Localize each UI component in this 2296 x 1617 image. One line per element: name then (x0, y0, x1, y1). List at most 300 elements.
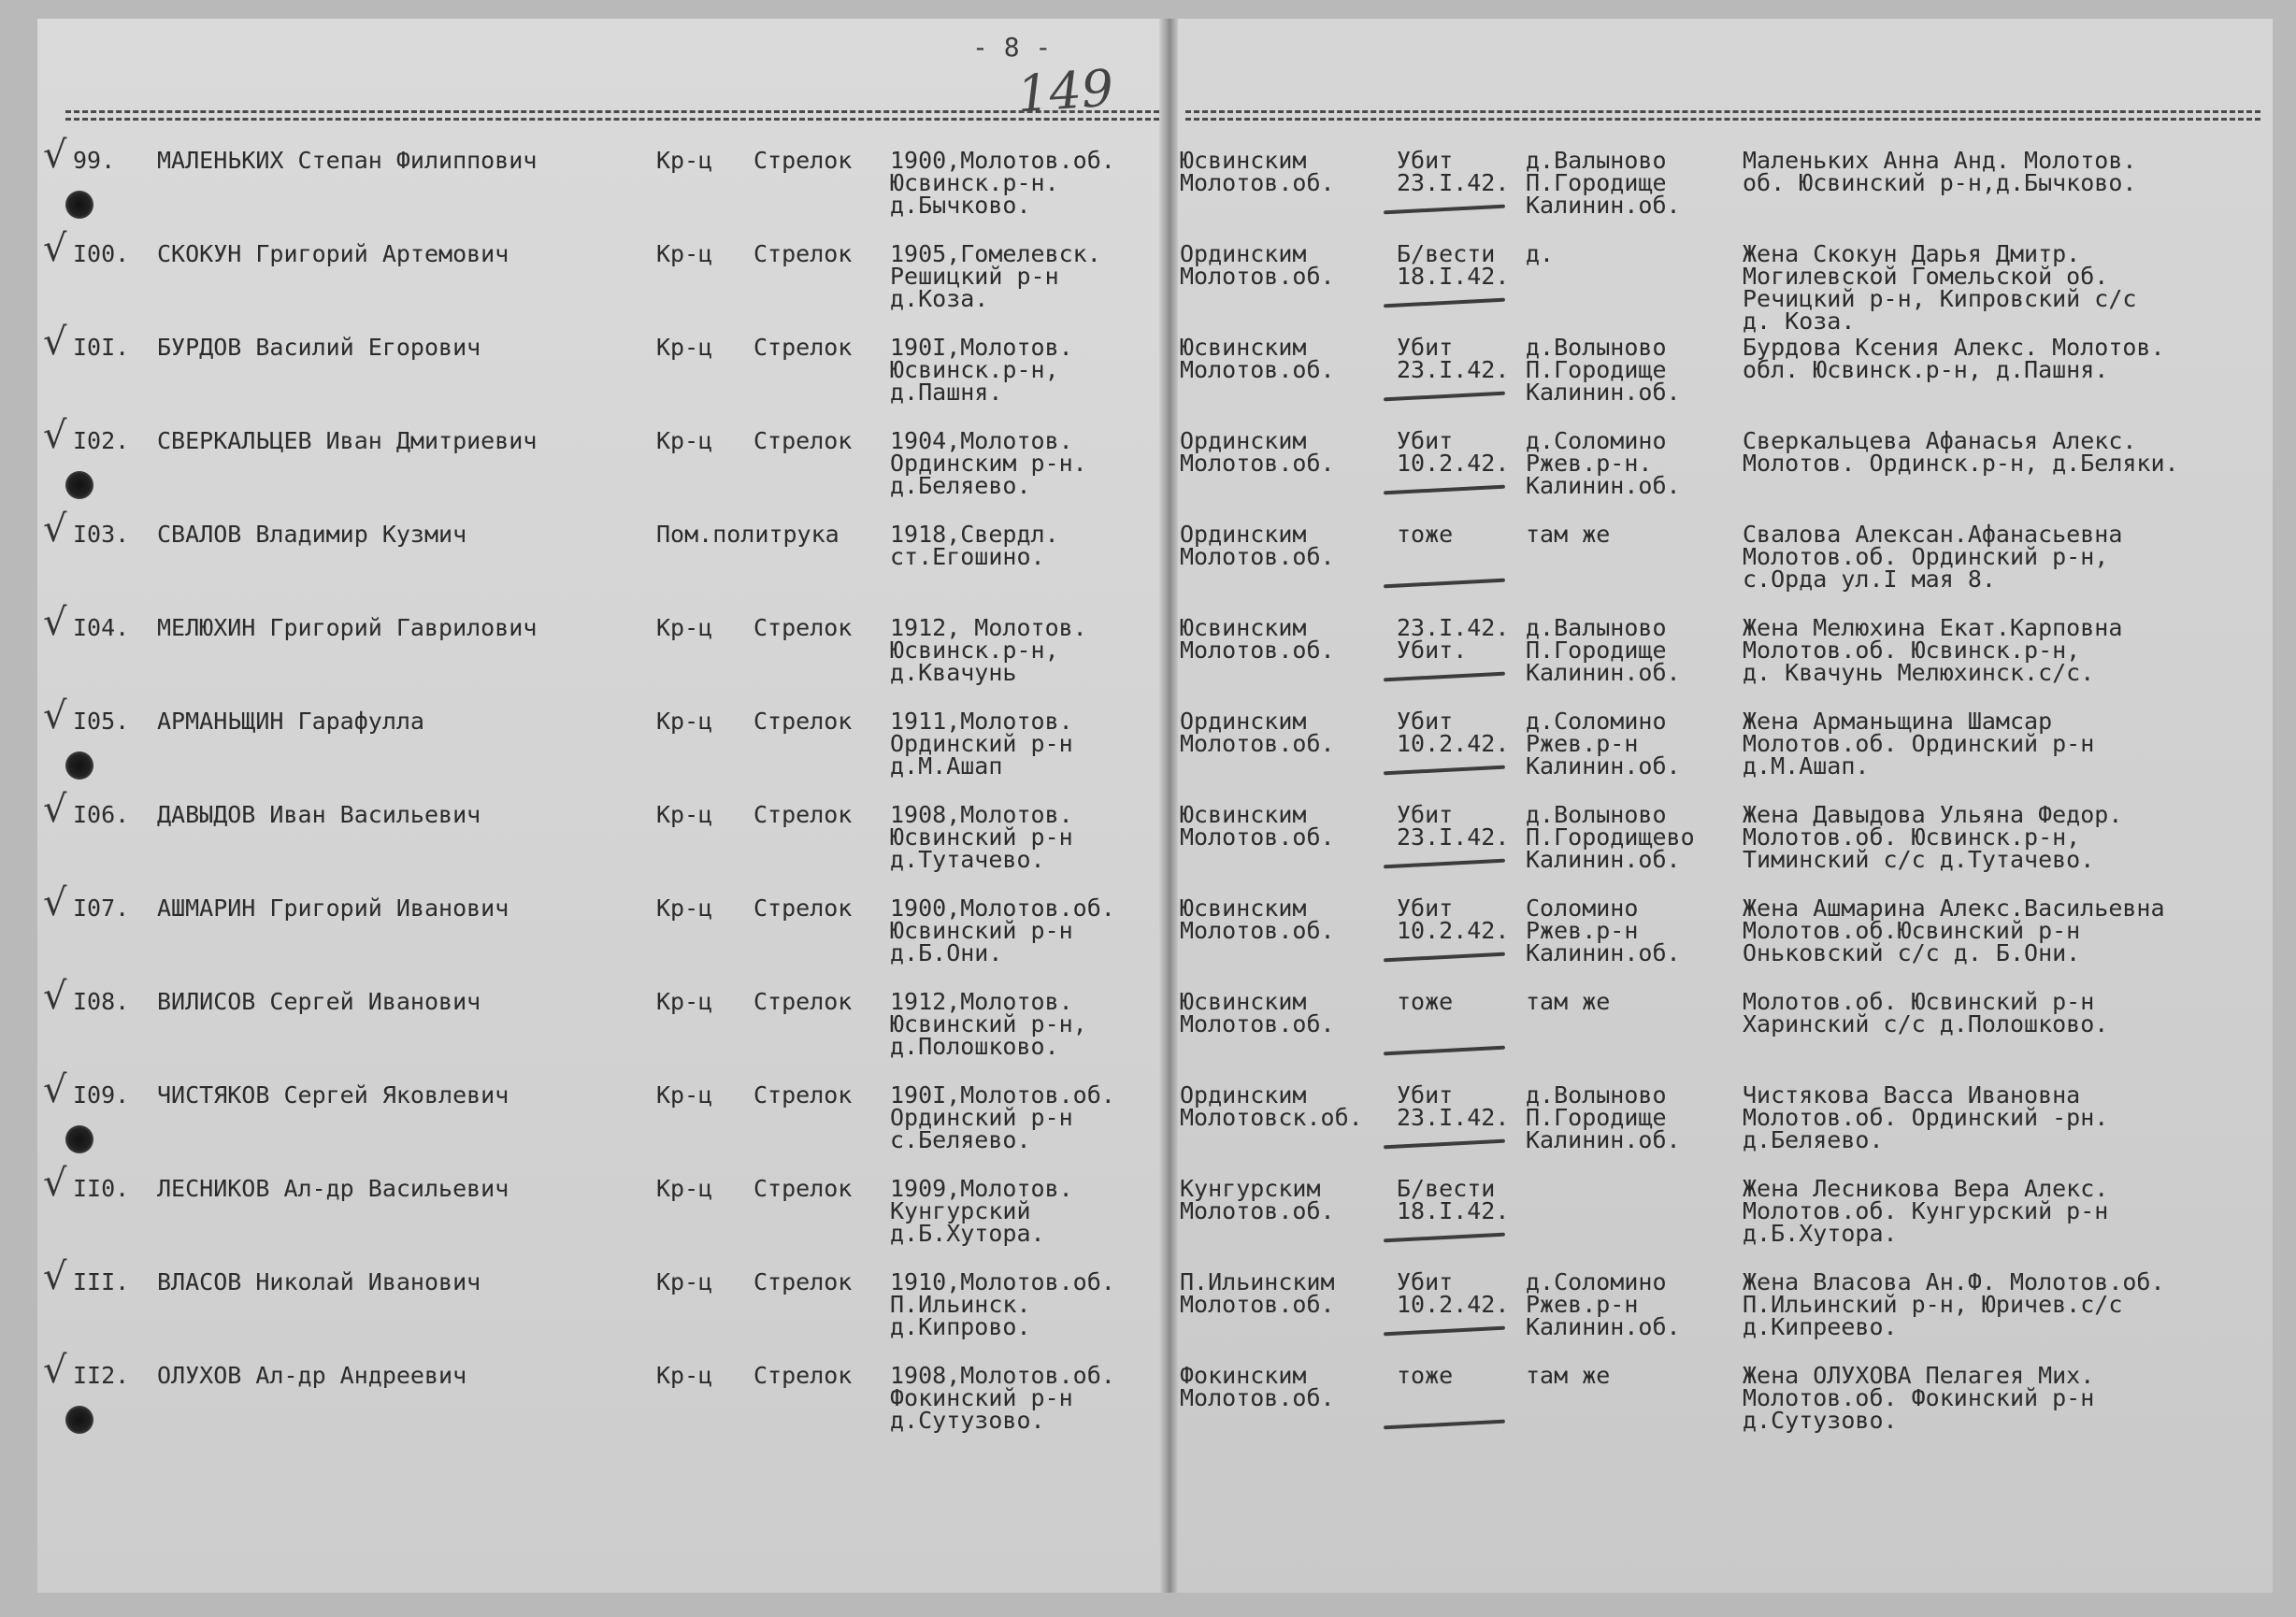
birth-info (890, 1268, 1115, 1340)
pencil-underline (1384, 1139, 1505, 1150)
next-of-kin-line: д.Б.Хутора. (1743, 1220, 1898, 1247)
fate-line: тоже (1397, 988, 1454, 1015)
next-of-kin-line: Оньковский с/с д. Б.Они. (1743, 939, 2081, 966)
next-of-kin-line: д. Квачунь Мелюхинск.с/с. (1743, 659, 2095, 686)
mobilized-by (1180, 1175, 1335, 1224)
check-mark-icon: √ (43, 508, 67, 551)
mobilized-by-line: Молотов.об. (1180, 543, 1335, 570)
birth-info (890, 710, 1073, 778)
row-number: I06. (73, 801, 130, 828)
pencil-underline (1384, 672, 1505, 682)
position: Стрелок (753, 1268, 853, 1295)
row-number: I07. (73, 894, 130, 922)
next-of-kin-line: Жена Скокун Дарья Дмитр. (1743, 240, 2081, 267)
check-mark-icon: √ (43, 881, 67, 924)
next-of-kin (1743, 427, 2179, 477)
burial-place-line: П.Городище (1526, 1104, 1667, 1131)
position: Стрелок (753, 708, 853, 735)
archive-number: 149 (1014, 58, 1116, 124)
check-mark-icon: √ (43, 788, 67, 831)
pencil-underline (1384, 952, 1505, 963)
burial-place (1526, 801, 1695, 873)
mobilized-by (1180, 801, 1335, 851)
soldier-name: БУРДОВ Василий Егорович (157, 334, 481, 361)
birth-info-line: д.Б.Они. (890, 939, 1003, 966)
position: Стрелок (753, 894, 853, 922)
soldier-name: ЧИСТЯКОВ Сергей Яковлевич (157, 1081, 509, 1109)
fate-line: Убит (1397, 1081, 1454, 1109)
table-row (0, 601, 2296, 710)
rank: Кр-ц (656, 334, 713, 361)
soldier-name: ЛЕСНИКОВ Ал-др Васильевич (157, 1175, 509, 1202)
burial-place (1526, 710, 1681, 778)
birth-info-line: П.Ильинск. (890, 1291, 1031, 1318)
table-row (0, 508, 2296, 617)
fate (1397, 336, 1509, 381)
birth-info-line: 1911,Молотов. (890, 708, 1073, 735)
check-mark-icon: √ (43, 1068, 67, 1111)
burial-place-line: д.Соломино (1526, 427, 1667, 454)
header-rule-left-2 (65, 118, 1159, 121)
burial-place-line: д.Волыново (1526, 1081, 1667, 1109)
rank: Кр-ц (656, 894, 713, 922)
fate (1397, 1175, 1510, 1224)
birth-info-line: д.Бычково. (890, 192, 1031, 219)
burial-place (1526, 523, 1610, 546)
mobilized-by-line: Молотов.об. (1180, 450, 1335, 477)
row-number: II2. (73, 1362, 130, 1389)
birth-info-line: д.Квачунь (890, 659, 1017, 686)
mobilized-by-line: Молотов.об. (1180, 169, 1335, 196)
punch-hole (65, 1406, 93, 1434)
burial-place (1526, 894, 1681, 966)
birth-info-line: д.М.Ашап (890, 752, 1003, 780)
mobilized-by (1180, 614, 1335, 664)
fate-line: 18.I.42. (1397, 263, 1510, 290)
mobilized-by-line: Ординским (1180, 240, 1307, 267)
next-of-kin-line: Тиминский с/с д.Тутачево. (1743, 846, 2095, 873)
mobilized-by (1180, 894, 1335, 944)
next-of-kin-line: Жена Лесникова Вера Алекс. (1743, 1175, 2109, 1202)
check-mark-icon: √ (43, 227, 67, 270)
mobilized-by-line: Молотов.об. (1180, 1010, 1335, 1037)
header-rule-right-2 (1185, 118, 2260, 121)
next-of-kin (1743, 801, 2123, 873)
fate-line: Убит (1397, 1268, 1454, 1295)
mobilized-by-line: Ординским (1180, 1081, 1307, 1109)
soldier-name: ДАВЫДОВ Иван Васильевич (157, 801, 481, 828)
birth-info-line: д.Пашня. (890, 379, 1003, 406)
row-number: I08. (73, 988, 130, 1015)
row-number: I04. (73, 614, 130, 641)
birth-info-line: Юсвинск.р-н, (890, 356, 1059, 383)
birth-info (890, 894, 1115, 966)
check-mark-icon: √ (43, 601, 67, 644)
burial-place (1526, 240, 1555, 267)
pencil-underline (1384, 1233, 1505, 1243)
mobilized-by-line: Молотов.об. (1180, 730, 1335, 757)
rank: Кр-ц (656, 427, 713, 454)
fate (1397, 614, 1510, 664)
birth-info-line: д.Кипрово. (890, 1313, 1031, 1340)
next-of-kin (1743, 147, 2137, 196)
fate-line: 18.I.42. (1397, 1197, 1510, 1224)
fate (1397, 147, 1510, 196)
birth-info (890, 988, 1087, 1060)
burial-place-line: д.Волыново (1526, 334, 1667, 361)
burial-place-line: Соломино (1526, 894, 1639, 922)
next-of-kin-line: Молотов.об. Юсвинск.р-н, (1743, 823, 2081, 851)
next-of-kin-line: Жена Арманьщина Шамсар (1743, 708, 2053, 735)
next-of-kin-line: Молотов.об. Фокинский р-н (1743, 1384, 2095, 1411)
rank: Кр-ц (656, 1362, 713, 1389)
soldier-name: СВАЛОВ Владимир Кузмич (157, 521, 467, 548)
burial-place-line: Калинин.об. (1526, 1313, 1681, 1340)
birth-info-line: 1905,Гомелевск. (890, 240, 1101, 267)
burial-place (1526, 1362, 1611, 1389)
birth-info-line: д.Б.Хутора. (890, 1220, 1045, 1247)
fate-line: 23.I.42. (1397, 169, 1510, 196)
fate-line: Убит (1397, 801, 1454, 828)
burial-place-line: д.Соломино (1526, 708, 1667, 735)
check-mark-icon: √ (43, 975, 67, 1018)
burial-place-line: П.Городище (1526, 169, 1667, 196)
soldier-name: СВЕРКАЛЬЦЕВ Иван Дмитриевич (157, 427, 538, 454)
birth-info-line: д.Сутузово. (890, 1407, 1045, 1434)
burial-place-line: Калинин.об. (1526, 1126, 1681, 1153)
next-of-kin-line: Сверкальцева Афанасья Алекс. (1743, 427, 2137, 454)
fate-line: Б/вести (1397, 1175, 1496, 1202)
position: Стрелок (753, 988, 853, 1015)
next-of-kin-line: д.Беляево. (1743, 1126, 1884, 1153)
soldier-name: ОЛУХОВ Ал-др Андреевич (157, 1362, 467, 1389)
fate-line: 10.2.42. (1397, 730, 1510, 757)
row-number: I02. (73, 427, 130, 454)
next-of-kin-line: д. Коза. (1743, 308, 1856, 335)
rank: Пом.политрука (656, 521, 839, 548)
pencil-underline (1384, 1420, 1505, 1430)
fate (1397, 1362, 1454, 1389)
fate-line: 10.2.42. (1397, 1291, 1510, 1318)
fate-line: Убит (1397, 708, 1454, 735)
next-of-kin (1743, 710, 2094, 778)
next-of-kin-line: Молотов.об. Юсвинск.р-н, (1743, 637, 2081, 664)
birth-info-line: с.Беляево. (890, 1126, 1031, 1153)
row-number: III. (73, 1268, 130, 1295)
birth-info-line: Юсвинский р-н (890, 823, 1073, 851)
mobilized-by-line: Ординским (1180, 521, 1307, 548)
table-row (0, 694, 2296, 804)
burial-place (1526, 427, 1681, 499)
next-of-kin (1743, 336, 2165, 381)
burial-place-line: Калинин.об. (1526, 472, 1681, 499)
punch-hole (65, 751, 93, 780)
next-of-kin-line: Молотов.об. Кунгурский р-н (1743, 1197, 2109, 1224)
mobilized-by-line: Юсвинским (1180, 988, 1307, 1015)
pencil-underline (1384, 766, 1505, 776)
next-of-kin-line: П.Ильинский р-н, Юричев.с/с (1743, 1291, 2123, 1318)
mobilized-by-line: Юсвинским (1180, 614, 1307, 641)
row-number: 99. (73, 147, 116, 174)
next-of-kin-line: д.Сутузово. (1743, 1407, 1898, 1434)
mobilized-by-line: Ординским (1180, 427, 1307, 454)
next-of-kin (1743, 1081, 2109, 1153)
birth-info (890, 1175, 1073, 1247)
rank: Кр-ц (656, 1081, 713, 1109)
burial-place-line: Ржев.р-н (1526, 730, 1639, 757)
birth-info (890, 147, 1115, 219)
rank: Кр-ц (656, 240, 713, 267)
row-number: I00. (73, 240, 130, 267)
fate (1397, 1268, 1510, 1318)
birth-info-line: 190I,Молотов. (890, 334, 1073, 361)
next-of-kin (1743, 1268, 2165, 1340)
burial-place (1526, 147, 1681, 219)
position: Стрелок (753, 1081, 853, 1109)
pencil-underline (1384, 298, 1505, 308)
burial-place-line: П.Городищево (1526, 823, 1695, 851)
birth-info-line: д.Коза. (890, 285, 989, 312)
mobilized-by-line: П.Ильинским (1180, 1268, 1335, 1295)
pencil-underline (1384, 579, 1505, 589)
burial-place-line: Калинин.об. (1526, 659, 1681, 686)
mobilized-by (1180, 240, 1335, 290)
fate-line: 10.2.42. (1397, 450, 1510, 477)
position: Стрелок (753, 801, 853, 828)
mobilized-by-line: Молотов.об. (1180, 637, 1335, 664)
birth-info (890, 240, 1101, 312)
mobilized-by-line: Молотов.об. (1180, 356, 1335, 383)
fate (1397, 801, 1510, 851)
next-of-kin (1743, 1362, 2095, 1434)
row-number: II0. (73, 1175, 130, 1202)
next-of-kin (1743, 988, 2109, 1037)
table-row (0, 1349, 2296, 1458)
burial-place-line: д.Волыново (1526, 801, 1667, 828)
next-of-kin-line: обл. Юсвинск.р-н, д.Пашня. (1743, 356, 2109, 383)
check-mark-icon: √ (43, 1349, 67, 1392)
mobilized-by-line: Юсвинским (1180, 334, 1307, 361)
next-of-kin (1743, 523, 2122, 591)
next-of-kin-line: Жена ОЛУХОВА Пелагея Мих. (1743, 1362, 2095, 1389)
fate-line: тоже (1397, 1362, 1454, 1389)
birth-info-line: 1909,Молотов. (890, 1175, 1073, 1202)
fate-line: Убит (1397, 147, 1454, 174)
burial-place-line: д. (1526, 240, 1555, 267)
burial-place-line: Калинин.об. (1526, 846, 1681, 873)
check-mark-icon: √ (43, 134, 67, 177)
mobilized-by (1180, 988, 1335, 1037)
table-row (0, 134, 2296, 243)
next-of-kin-line: Молотов. Ординск.р-н, д.Беляки. (1743, 450, 2179, 477)
mobilized-by (1180, 147, 1335, 196)
mobilized-by-line: Ординским (1180, 708, 1307, 735)
soldier-name: АРМАНЬЩИН Гарафулла (157, 708, 424, 735)
mobilized-by-line: Молотов.об. (1180, 263, 1335, 290)
fate-line: 23.I.42. (1397, 614, 1510, 641)
birth-info (890, 1081, 1115, 1153)
birth-info-line: 1908,Молотов.об. (890, 1362, 1115, 1389)
mobilized-by-line: Молотов.об. (1180, 823, 1335, 851)
birth-info-line: д.Полошково. (890, 1033, 1059, 1060)
table-row (0, 975, 2296, 1084)
next-of-kin (1743, 240, 2137, 335)
position: Стрелок (753, 240, 853, 267)
next-of-kin-line: Речицкий р-н, Кипровский с/с (1743, 285, 2137, 312)
mobilized-by-line: Молотовск.об. (1180, 1104, 1363, 1131)
mobilized-by-line: Молотов.об. (1180, 917, 1335, 944)
birth-info-line: 1904,Молотов. (890, 427, 1073, 454)
pencil-underline (1384, 392, 1505, 402)
fate (1397, 523, 1453, 546)
birth-info (890, 523, 1059, 568)
birth-info-line: Юсвинск.р-н, (890, 637, 1059, 664)
next-of-kin-line: Молотов.об. Юсвинский р-н (1743, 988, 2095, 1015)
punch-hole (65, 1125, 93, 1153)
next-of-kin-line: д.Кипреево. (1743, 1313, 1898, 1340)
soldier-name: МЕЛЮХИН Григорий Гаврилович (157, 614, 538, 641)
fate-line: 23.I.42. (1397, 356, 1510, 383)
burial-place-line: П.Городище (1526, 356, 1667, 383)
fate-line: 23.I.42. (1397, 823, 1510, 851)
table-row (0, 414, 2296, 523)
birth-info-line: 1912, Молотов. (890, 614, 1087, 641)
punch-hole (65, 471, 93, 499)
mobilized-by-line: Юсвинским (1180, 801, 1307, 828)
mobilized-by-line: Юсвинским (1180, 147, 1307, 174)
mobilized-by (1180, 1268, 1335, 1318)
birth-info-line: ст.Егошино. (890, 543, 1045, 570)
soldier-name: ВЛАСОВ Николай Иванович (157, 1268, 481, 1295)
burial-place-line: там же (1526, 521, 1611, 548)
mobilized-by (1180, 1362, 1335, 1411)
next-of-kin-line: Молотов.об. Ординский р-н (1743, 730, 2095, 757)
burial-place-line: П.Городище (1526, 637, 1667, 664)
row-number: I09. (73, 1081, 130, 1109)
position: Стрелок (753, 1175, 853, 1202)
pencil-underline (1384, 205, 1505, 215)
pencil-underline (1384, 859, 1505, 869)
next-of-kin-line: Жена Ашмарина Алекс.Васильевна (1743, 894, 2165, 922)
birth-info-line: Ординский р-н (890, 730, 1073, 757)
next-of-kin-line: Маленьких Анна Анд. Молотов. (1743, 147, 2137, 174)
next-of-kin-line: об. Юсвинский р-н,д.Бычково. (1743, 169, 2137, 196)
row-number: I05. (73, 708, 130, 735)
birth-info-line: Кунгурский (890, 1197, 1031, 1224)
next-of-kin-line: Бурдова Ксения Алекс. Молотов. (1743, 334, 2165, 361)
burial-place-line: д.Соломино (1526, 1268, 1667, 1295)
fate (1397, 710, 1509, 755)
birth-info-line: Решицкий р-н (890, 263, 1059, 290)
next-of-kin-line: Жена Давыдова Ульяна Федор. (1743, 801, 2123, 828)
mobilized-by (1180, 710, 1335, 755)
birth-info-line: д.Тутачево. (890, 846, 1045, 873)
soldier-name: СКОКУН Григорий Артемович (157, 240, 509, 267)
rank: Кр-ц (656, 1175, 713, 1202)
check-mark-icon: √ (43, 414, 67, 457)
mobilized-by-line: Фокинским (1180, 1362, 1307, 1389)
burial-place (1526, 1081, 1681, 1153)
punch-hole (65, 191, 93, 219)
check-mark-icon: √ (43, 1255, 67, 1298)
page-number: - 8 - (972, 32, 1052, 63)
table-row (0, 788, 2296, 897)
fate (1397, 240, 1510, 290)
birth-info-line: Ординским р-н. (890, 450, 1087, 477)
fate-line: Убит (1397, 427, 1454, 454)
mobilized-by (1180, 336, 1335, 381)
pencil-underline (1384, 1046, 1505, 1056)
pencil-underline (1384, 1326, 1505, 1337)
header-rule-right (1185, 110, 2260, 113)
burial-place-line: Калинин.об. (1526, 192, 1681, 219)
fate-line: Убит. (1397, 637, 1468, 664)
header-rule-left (65, 110, 1159, 113)
table-row (0, 881, 2296, 991)
next-of-kin-line: с.Орда ул.I мая 8. (1743, 565, 1996, 593)
birth-info-line: 1912,Молотов. (890, 988, 1073, 1015)
mobilized-by-line: Молотов.об. (1180, 1197, 1335, 1224)
next-of-kin (1743, 1175, 2109, 1247)
rank: Кр-ц (656, 614, 713, 641)
burial-place (1526, 336, 1681, 404)
position: Стрелок (753, 1362, 853, 1389)
next-of-kin-line: Жена Власова Ан.Ф. Молотов.об. (1743, 1268, 2165, 1295)
table-row (0, 1068, 2296, 1178)
table-row (0, 227, 2296, 336)
next-of-kin-line: Могилевской Гомельской об. (1743, 263, 2109, 290)
rank: Кр-ц (656, 988, 713, 1015)
mobilized-by-line: Кунгурским (1180, 1175, 1321, 1202)
burial-place-line: д.Валыново (1526, 147, 1667, 174)
rank: Кр-ц (656, 708, 713, 735)
rank: Кр-ц (656, 801, 713, 828)
soldier-name: АШМАРИН Григорий Иванович (157, 894, 509, 922)
mobilized-by-line: Молотов.об. (1180, 1291, 1335, 1318)
position: Стрелок (753, 334, 853, 361)
check-mark-icon: √ (43, 1162, 67, 1205)
position: Стрелок (753, 147, 853, 174)
burial-place-line: Калинин.об. (1526, 939, 1681, 966)
fate-line: тоже (1397, 521, 1454, 548)
birth-info-line: 1900,Молотов.об. (890, 894, 1115, 922)
burial-place-line: там же (1526, 988, 1611, 1015)
birth-info (890, 801, 1073, 873)
birth-info (890, 427, 1087, 499)
mobilized-by (1180, 523, 1335, 568)
birth-info-line: 1910,Молотов.об. (890, 1268, 1115, 1295)
row-number: I03. (73, 521, 130, 548)
mobilized-by (1180, 1081, 1363, 1131)
fate-line: 10.2.42. (1397, 917, 1510, 944)
burial-place-line: там же (1526, 1362, 1611, 1389)
fate-line: Б/вести (1397, 240, 1496, 267)
next-of-kin-line: Жена Мелюхина Екат.Карповна (1743, 614, 2123, 641)
next-of-kin (1743, 614, 2123, 686)
burial-place (1526, 988, 1611, 1015)
fate-line: Убит (1397, 334, 1454, 361)
soldier-name: МАЛЕНЬКИХ Степан Филиппович (157, 147, 538, 174)
rank: Кр-ц (656, 1268, 713, 1295)
birth-info-line: 190I,Молотов.об. (890, 1081, 1115, 1109)
next-of-kin-line: Молотов.об. Ординский -рн. (1743, 1104, 2109, 1131)
row-number: I0I. (73, 334, 130, 361)
birth-info-line: 1900,Молотов.об. (890, 147, 1115, 174)
birth-info-line: Фокинский р-н (890, 1384, 1073, 1411)
burial-place-line: Ржев.р-н. (1526, 450, 1653, 477)
burial-place (1526, 1268, 1681, 1340)
next-of-kin-line: Харинский с/с д.Полошково. (1743, 1010, 2109, 1037)
